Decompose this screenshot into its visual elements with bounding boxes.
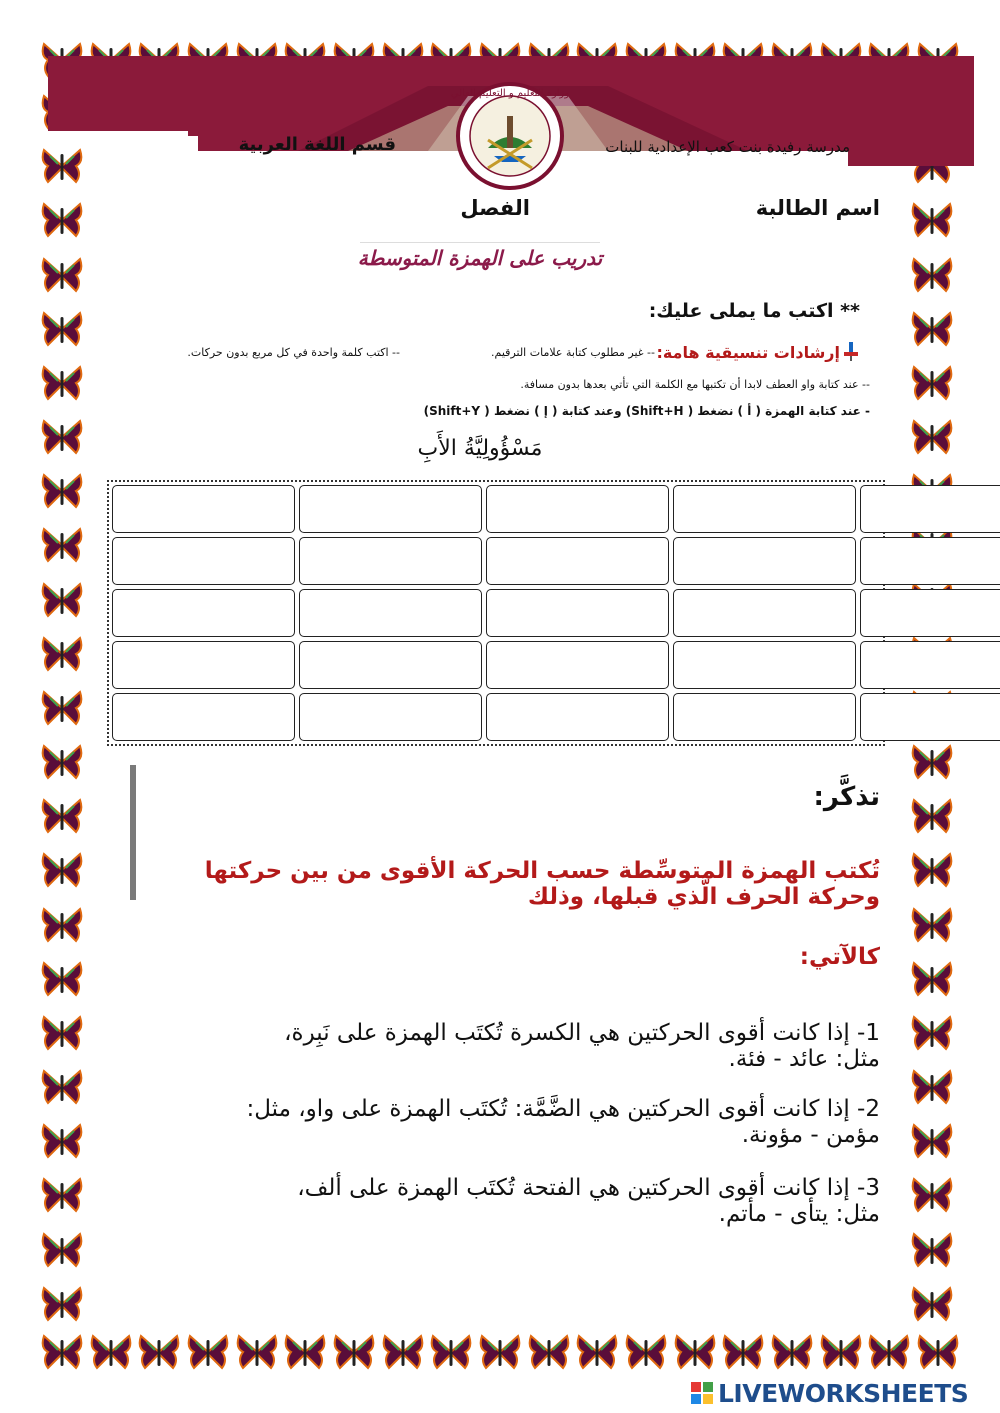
reminder-rule-damma: 2- إذا كانت أقوى الحركتين هي الضَّمَّة: تُكتَب الهمزة على واو، مثل: مؤمن - مؤونة. <box>246 1096 880 1148</box>
butterfly-icon <box>40 363 84 403</box>
answer-cell[interactable] <box>112 537 295 585</box>
answer-cell[interactable] <box>860 485 1000 533</box>
butterfly-icon <box>40 255 84 295</box>
guideline-hamza-keys: - عند كتابة الهمزة ( أ ) نضغط ( Shift+H) وعند كتابة ( إ ) نضغط ( Shift+Y) <box>423 404 870 418</box>
answer-cell[interactable] <box>673 485 856 533</box>
liveworksheets-logo-icon <box>690 1381 714 1405</box>
answer-cell[interactable] <box>860 641 1000 689</box>
butterfly-icon <box>40 525 84 565</box>
butterfly-icon <box>40 1230 84 1270</box>
butterfly-icon <box>332 1332 376 1372</box>
answer-cell[interactable] <box>112 589 295 637</box>
butterfly-icon <box>40 959 84 999</box>
butterfly-icon <box>527 1332 571 1372</box>
butterfly-icon <box>721 1332 765 1372</box>
butterfly-icon <box>40 1175 84 1215</box>
butterfly-icon <box>40 1067 84 1107</box>
butterfly-icon <box>910 255 954 295</box>
butterfly-icon <box>137 1332 181 1372</box>
butterfly-icon <box>910 850 954 890</box>
butterfly-icon <box>381 1332 425 1372</box>
answer-cell[interactable] <box>112 641 295 689</box>
butterfly-icon <box>40 1332 84 1372</box>
butterfly-icon <box>186 1332 230 1372</box>
butterfly-icon <box>40 580 84 620</box>
butterfly-icon <box>575 1332 619 1372</box>
butterfly-icon <box>40 796 84 836</box>
answer-cell[interactable] <box>486 537 669 585</box>
butterfly-icon <box>910 363 954 403</box>
answer-cell[interactable] <box>673 693 856 741</box>
butterfly-icon <box>40 688 84 728</box>
answer-cell[interactable] <box>673 641 856 689</box>
answer-cell[interactable] <box>673 537 856 585</box>
answer-cell[interactable] <box>486 589 669 637</box>
butterfly-icon <box>40 1013 84 1053</box>
dictation-word: مَسْؤُولِيَّةُ الأَبِ <box>417 436 543 461</box>
guideline-conjunction: -- عند كتابة واو العطف لابدا أن تكتبها مع الكلمة التي تأتي بعدها بدون مسافة. <box>520 378 870 391</box>
answer-cell[interactable] <box>299 485 482 533</box>
butterfly-icon <box>478 1332 522 1372</box>
butterfly-icon <box>910 309 954 349</box>
exercise-title: تدريب على الهمزة المتوسطة <box>357 246 603 270</box>
guideline-punctuation: -- غير مطلوب كتابة علامات الترقيم. <box>491 346 655 359</box>
svg-text:وزارة التعليم و التعليم العالي: وزارة التعليم و التعليم العالي <box>450 88 570 99</box>
answer-cell[interactable] <box>860 589 1000 637</box>
school-name: مدرسة رفيدة بنت كعب الإعدادية للبنات <box>605 138 850 156</box>
butterfly-icon <box>40 1284 84 1324</box>
butterfly-icon <box>429 1332 473 1372</box>
butterfly-icon <box>40 742 84 782</box>
butterfly-icon <box>910 742 954 782</box>
reminder-title: تذكَّر: <box>813 782 880 812</box>
butterfly-icon <box>867 1332 911 1372</box>
answer-cell[interactable] <box>299 537 482 585</box>
butterfly-icon <box>910 1284 954 1324</box>
butterfly-icon <box>40 634 84 674</box>
answer-cell[interactable] <box>486 641 669 689</box>
reminder-main-rule: تُكتب الهمزة المتوسِّطة حسب الحركة الأقوى من بين حركتها وحركة الحرف الَّذي قبلها، وذلك <box>204 858 880 910</box>
butterfly-icon <box>40 1121 84 1161</box>
answer-cell[interactable] <box>299 693 482 741</box>
butterfly-icon <box>910 1121 954 1161</box>
guideline-one-word: -- اكتب كلمة واحدة في كل مربع بدون حركات. <box>187 346 400 359</box>
butterfly-icon <box>40 309 84 349</box>
answer-cell[interactable] <box>299 641 482 689</box>
butterfly-icon <box>910 1067 954 1107</box>
answer-cell[interactable] <box>673 589 856 637</box>
butterfly-icon <box>40 905 84 945</box>
answer-cell[interactable] <box>860 537 1000 585</box>
answer-cell[interactable] <box>486 485 669 533</box>
butterfly-icon <box>624 1332 668 1372</box>
butterfly-border-left <box>40 92 84 1324</box>
reminder-as-follows: كالآتي: <box>799 944 880 970</box>
guidelines-label: إرشادات تنسيقية هامة: <box>656 343 840 362</box>
butterfly-icon <box>819 1332 863 1372</box>
butterfly-border-bottom <box>40 1332 960 1372</box>
butterfly-icon <box>770 1332 814 1372</box>
butterfly-icon <box>910 905 954 945</box>
answer-grid <box>107 480 885 746</box>
header-banner <box>48 56 974 216</box>
department-name: قسم اللغة العربية <box>238 134 396 155</box>
pin-icon <box>840 340 862 362</box>
student-name-label: اسم الطالبة <box>755 196 880 220</box>
answer-cell[interactable] <box>860 693 1000 741</box>
dictation-instruction: ** اكتب ما يملى عليك: <box>648 300 860 322</box>
butterfly-icon <box>40 471 84 511</box>
reminder-rule-fatha: 3- إذا كانت أقوى الحركتين هي الفتحة تُكتَب الهمزة على ألف، مثل: يتأى - مأتم. <box>297 1175 880 1227</box>
butterfly-icon <box>235 1332 279 1372</box>
butterfly-icon <box>40 417 84 457</box>
footer-brand-text: LIVEWORKSHEETS <box>718 1378 969 1408</box>
butterfly-icon <box>910 796 954 836</box>
footer-brand[interactable] <box>690 1378 990 1408</box>
butterfly-icon <box>89 1332 133 1372</box>
butterfly-icon <box>910 417 954 457</box>
butterfly-icon <box>916 1332 960 1372</box>
class-label: الفصل <box>460 196 530 220</box>
answer-cell[interactable] <box>112 485 295 533</box>
butterfly-icon <box>40 850 84 890</box>
butterfly-icon <box>910 1230 954 1270</box>
reminder-rule-kasra: 1- إذا كانت أقوى الحركتين هي الكسرة تُكتَب الهمزة على نَبِرة، مثل: عائد - فئة. <box>284 1020 880 1072</box>
butterfly-icon <box>673 1332 717 1372</box>
answer-cell[interactable] <box>486 693 669 741</box>
butterfly-icon <box>910 959 954 999</box>
butterfly-icon <box>910 1013 954 1053</box>
answer-cell[interactable] <box>112 693 295 741</box>
answer-cell[interactable] <box>299 589 482 637</box>
title-divider <box>360 242 600 243</box>
butterfly-icon <box>283 1332 327 1372</box>
butterfly-icon <box>910 1175 954 1215</box>
